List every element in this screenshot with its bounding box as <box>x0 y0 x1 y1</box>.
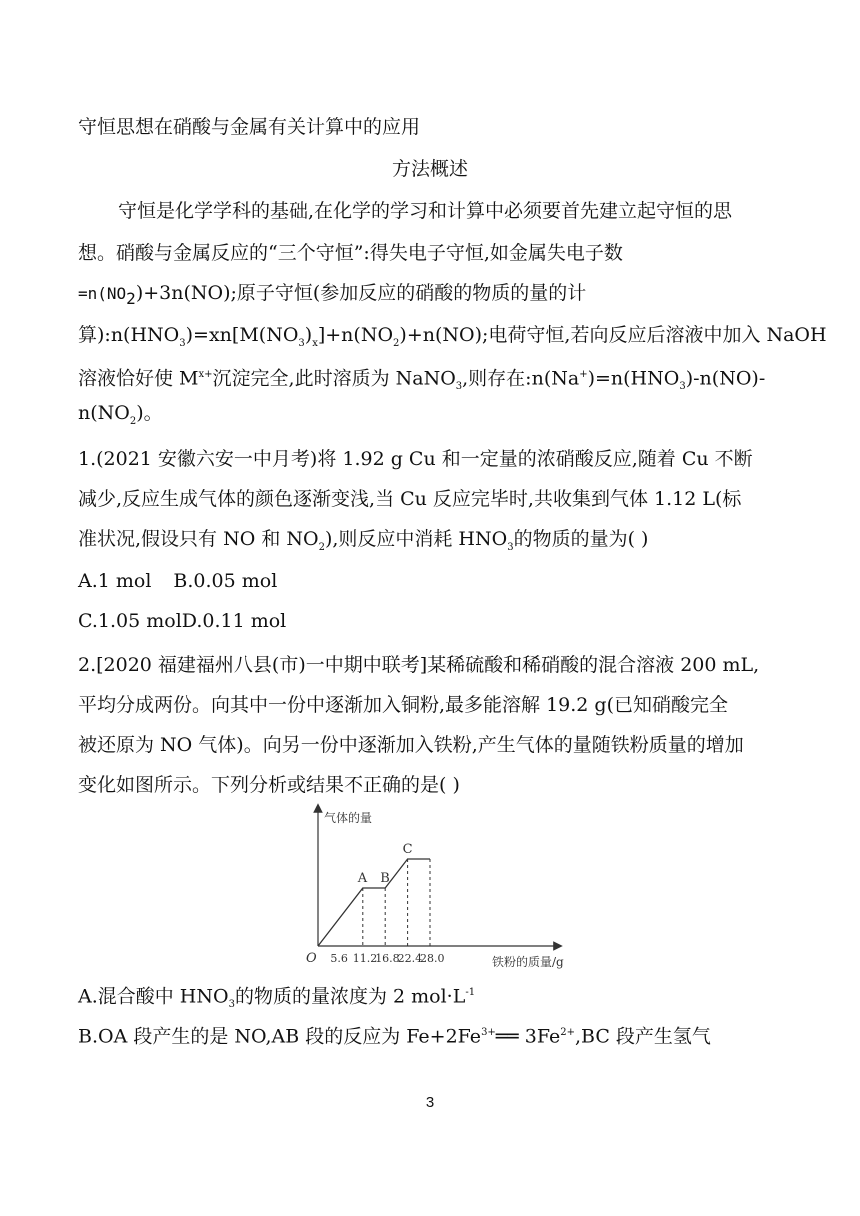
overview-line: 守恒是化学学科的基础,在化学的学习和计算中必须要首先建立起守恒的思 <box>118 200 733 222</box>
x-tick-label: 28.0 <box>420 952 445 965</box>
option-c[interactable]: C.1.05 mol <box>78 610 182 632</box>
x-tick-label: 22.4 <box>397 952 423 965</box>
series-line <box>318 859 430 946</box>
gas-iron-chart <box>300 800 570 972</box>
option-d[interactable]: D.0.11 mol <box>181 610 287 632</box>
y-axis-label: 气体的量 <box>324 811 373 825</box>
option-b[interactable]: B.OA 段产生的是 NO,AB 段的反应为 $Fe+2Fe^{3+}══$ $3Fe^{2+},BC$ 段产生氢气 <box>78 1025 711 1048</box>
question-line: 变化如图所示。下列分析或结果不正确的是( ) <box>78 774 460 796</box>
question-line: 准状况,假设只有 NO 和 $NO_2$),则反应中消耗 $HNO_3$的物质的量为( ) <box>78 528 649 553</box>
x-tick-label: 5.6 <box>330 952 348 965</box>
option-a[interactable]: A.混合酸中 $HNO_3$的物质的量浓度为 2 $mol\cdot L^{-1}$ <box>78 985 476 1011</box>
point-label: A <box>357 871 368 886</box>
section-title: 守恒思想在硝酸与金属有关计算中的应用 <box>78 116 421 138</box>
question-line: 减少,反应生成气体的颜色逐渐变浅,当 Cu 反应完毕时,共收集到气体 1.12 L(标 <box>78 488 742 510</box>
option-a[interactable]: A.1 mol <box>78 570 152 592</box>
question-line: 平均分成两份。向其中一份中逐渐加入铜粉,最多能溶解 19.2 g(已知硝酸完全 <box>78 694 729 716</box>
option-b[interactable]: B.0.05 mol <box>173 570 278 592</box>
question-line: 1.(2021 安徽六安一中月考)将 1.92 g Cu 和一定量的浓硝酸反应,随着 Cu 不断 <box>78 448 753 470</box>
overview-line: 溶液恰好使 $M^{x+}$沉淀完全,此时溶质为 NaNO$_3$,则存在$:n(Na^+)=n(HNO_3)-n(NO)-$ <box>78 367 766 393</box>
overview-line: $=n(NO_2)+3n(NO)$;原子守恒(参加反应的硝酸的物质的量的计 <box>78 282 587 308</box>
x-axis-label: 铁粉的质量/g <box>492 955 564 969</box>
point-label: B <box>380 871 390 886</box>
point-label: C <box>402 842 413 857</box>
origin-label: O <box>306 951 317 966</box>
overview-line: 想。硝酸与金属反应的“三个守恒”:得失电子守恒,如金属失电子数 <box>78 242 623 264</box>
question-line: 被还原为 NO 气体)。向另一份中逐渐加入铁粉,产生气体的量随铁粉质量的增加 <box>78 734 744 756</box>
option-row <box>78 608 286 634</box>
x-tick-label: 16.8 <box>375 952 400 965</box>
question-line: 2.[2020 福建福州八县(市)一中期中联考]某稀硫酸和稀硝酸的混合溶液 200 mL, <box>78 654 760 676</box>
overview-line: $n(NO_2)$。 <box>78 402 163 427</box>
x-tick-label: 11.2 <box>352 952 378 965</box>
page-number: 3 <box>425 1094 435 1111</box>
overview-line: 算)$:n(HNO_3)=xn[M(NO_3)_x]+n(NO_2)+n(NO)$;电荷守恒,若向反应后溶液中加入 NaOH <box>78 324 827 349</box>
option-row <box>78 568 277 594</box>
section-heading: 方法概述 <box>391 158 468 180</box>
